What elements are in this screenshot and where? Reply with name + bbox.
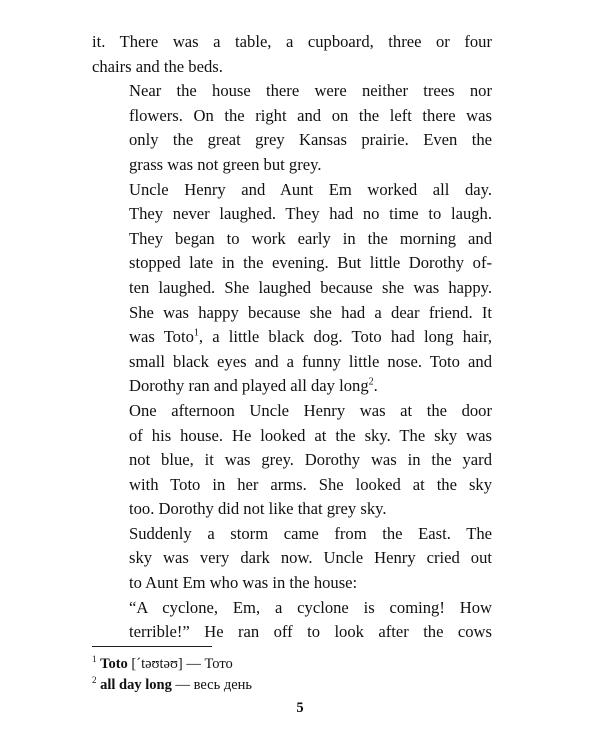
text-line: it. There was a table, a cupboard, three or four [92, 32, 492, 51]
text-fragment: was Toto [129, 327, 194, 347]
text-line: with Toto in her arms. She looked at the sky [129, 474, 492, 494]
paragraph-4 [92, 399, 492, 522]
text-line: Uncle Henry and Aunt Em worked all day. [129, 179, 492, 199]
footnote-2 [92, 675, 492, 696]
text-line: ten laughed. She laughed because she was happy. [129, 277, 492, 297]
footnote-translation: [ˊtəʊtəʊ] — Тото [127, 656, 233, 672]
text-line: Near the house there were neither trees nor [129, 81, 492, 101]
footnote-marker-2: 2 [368, 376, 374, 388]
text-line: sky was very dark now. Uncle Henry cried out [129, 548, 492, 568]
paragraph-5 [92, 522, 492, 596]
text-line [92, 325, 492, 350]
text-line: only the great grey Kansas prairie. Even the [129, 130, 492, 150]
page-number: 5 [296, 700, 304, 716]
footnote-number: 2 [92, 675, 97, 686]
paragraph-6 [92, 596, 492, 645]
text-line [92, 374, 492, 399]
text-line: not blue, it was grey. Dorothy was in the yard [129, 450, 492, 470]
text-line: terrible!” He ran off to look after the cows [129, 622, 492, 642]
text-fragment: . [373, 376, 378, 396]
text-line: Suddenly a storm came from the East. The [129, 523, 492, 543]
text-fragment: Dorothy ran and played all day long [129, 376, 369, 396]
paragraph-1 [92, 30, 492, 79]
footnote-divider [92, 646, 212, 647]
footnote-term: all day long [100, 677, 172, 693]
text-fragment: , a little black dog. Toto had long hair, [198, 327, 492, 347]
text-line: of his house. He looked at the sky. The sky was [129, 425, 492, 445]
paragraph-2 [92, 79, 492, 177]
footnote-marker-1: 1 [193, 327, 199, 339]
text-line: chairs and the beds. [92, 56, 223, 76]
text-line: small black eyes and a funny little nose. Toto and [129, 351, 492, 371]
footnote-1 [92, 654, 492, 675]
text-line: They began to work early in the morning and [129, 228, 492, 248]
body-text [92, 30, 492, 645]
text-line: They never laughed. They had no time to laugh. [129, 204, 492, 224]
footnote-number: 1 [92, 654, 97, 665]
paragraph-3 [92, 178, 492, 399]
text-line: “A cyclone, Em, a cyclone is coming! How [129, 597, 492, 617]
text-line: She was happy because she had a dear friend. It [129, 302, 492, 322]
text-line: too. Dorothy did not like that grey sky. [129, 499, 387, 519]
text-line: One afternoon Uncle Henry was at the door [129, 400, 492, 420]
text-line: stopped late in the evening. But little Dorothy of- [129, 253, 492, 273]
footnotes [92, 654, 492, 696]
text-line: to Aunt Em who was in the house: [129, 573, 358, 593]
text-line: grass was not green but grey. [129, 154, 322, 174]
text-line: flowers. On the right and on the left there was [129, 105, 492, 125]
footnote-term: Toto [100, 656, 128, 672]
footnote-translation: — весь день [171, 677, 253, 693]
